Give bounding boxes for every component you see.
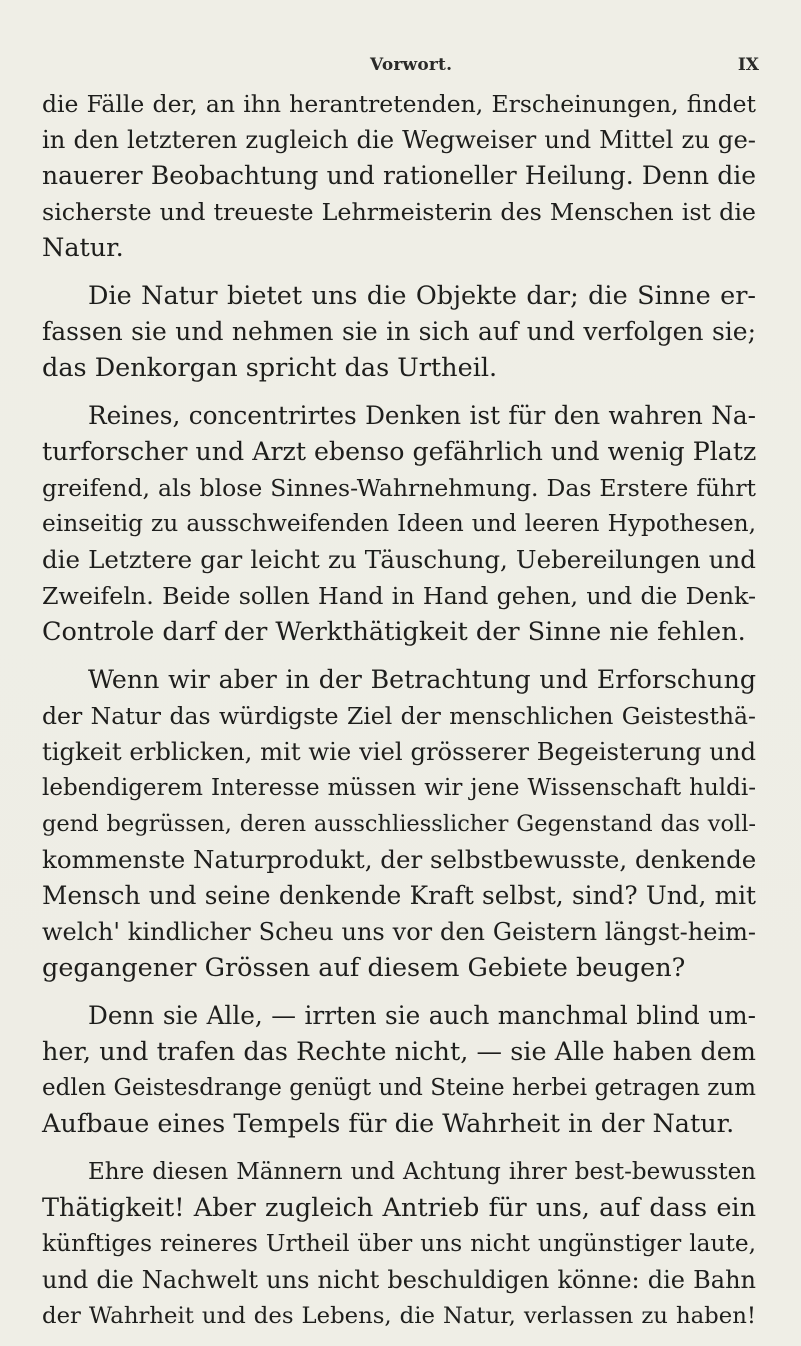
text-line: Zweifeln. Beide sollen Hand in Hand gehen, und die Denk- bbox=[42, 582, 756, 610]
text-line: her, und trafen das Rechte nicht, — sie Alle haben dem bbox=[42, 1037, 756, 1067]
text-line: greifend, als blose Sinnes-Wahrnehmung. Das Erstere führt bbox=[42, 474, 756, 502]
paragraph bbox=[42, 662, 756, 986]
text-line: Thätigkeit! Aber zugleich Antrieb für uns, auf dass ein bbox=[42, 1193, 756, 1223]
body-text bbox=[42, 86, 756, 1346]
text-line: gegangener Grössen auf diesem Gebiete beugen? bbox=[42, 953, 686, 983]
text-line: Denn sie Alle, — irrten sie auch manchmal blind um- bbox=[88, 1001, 756, 1030]
text-line: welch' kindlicher Scheu uns vor den Geistern längst-heim- bbox=[42, 918, 756, 946]
text-line: Natur. bbox=[42, 233, 124, 263]
text-line: gend begrüssen, deren ausschliesslicher Gegenstand das voll- bbox=[42, 811, 756, 837]
text-line: lebendigerem Interesse müssen wir jene Wissenschaft huldi- bbox=[42, 775, 756, 801]
text-line: fassen sie und nehmen sie in sich auf und verfolgen sie; bbox=[42, 317, 756, 346]
text-line: die Fälle der, an ihn herantretenden, Erscheinungen, findet bbox=[42, 90, 756, 118]
text-line: die Letztere gar leicht zu Täuschung, Uebereilungen und bbox=[42, 545, 756, 574]
text-line: edlen Geistesdrange genügt und Steine herbei getragen zum bbox=[42, 1075, 756, 1101]
text-line: kommenste Naturprodukt, der selbstbewusste, denkende bbox=[42, 845, 757, 874]
text-line: sicherste und treueste Lehrmeisterin des Menschen ist die bbox=[42, 198, 756, 226]
running-title: Vorwort. bbox=[370, 55, 453, 75]
paragraph bbox=[42, 86, 756, 266]
text-line: nauerer Beobachtung und rationeller Heilung. Denn die bbox=[42, 161, 756, 190]
text-line: der Wahrheit und des Lebens, die Natur, verlassen zu haben! bbox=[42, 1303, 756, 1329]
text-line: das Denkorgan spricht das Urtheil. bbox=[42, 353, 498, 383]
text-line: Controle darf der Werkthätigkeit der Sinne nie fehlen. bbox=[42, 617, 746, 647]
text-line: künftiges reineres Urtheil über uns nicht ungünstiger laute, bbox=[42, 1230, 756, 1257]
text-line: Reines, concentrirtes Denken ist für den wahren Na- bbox=[88, 401, 756, 430]
paragraph bbox=[42, 278, 756, 386]
text-line: tigkeit erblicken, mit wie viel grösserer Begeisterung und bbox=[42, 737, 756, 766]
text-line: Mensch und seine denkende Kraft selbst, sind? Und, mit bbox=[42, 881, 756, 910]
text-line: und die Nachwelt uns nicht beschuldigen könne: die Bahn bbox=[42, 1266, 756, 1294]
paragraph bbox=[42, 998, 756, 1142]
text-line: Wenn wir aber in der Betrachtung und Erforschung bbox=[88, 665, 756, 694]
text-line: turforscher und Arzt ebenso gefährlich und wenig Platz bbox=[42, 437, 757, 466]
text-line: der Natur das würdigste Ziel der menschlichen Geistesthä- bbox=[42, 702, 756, 730]
page-number: IX bbox=[737, 55, 759, 75]
text-line: Die Natur bietet uns die Objekte dar; die Sinne er- bbox=[88, 281, 756, 311]
paragraph bbox=[42, 1154, 756, 1334]
text-line: in den letzteren zugleich die Wegweiser und Mittel zu ge- bbox=[42, 125, 756, 154]
text-line: einseitig zu ausschweifenden Ideen und leeren Hypothesen, bbox=[42, 510, 756, 537]
text-line: Ehre diesen Männern und Achtung ihrer best-bewussten bbox=[88, 1159, 756, 1185]
paragraph bbox=[42, 398, 756, 650]
text-line: Aufbaue eines Tempels für die Wahrheit in der Natur. bbox=[42, 1109, 735, 1139]
